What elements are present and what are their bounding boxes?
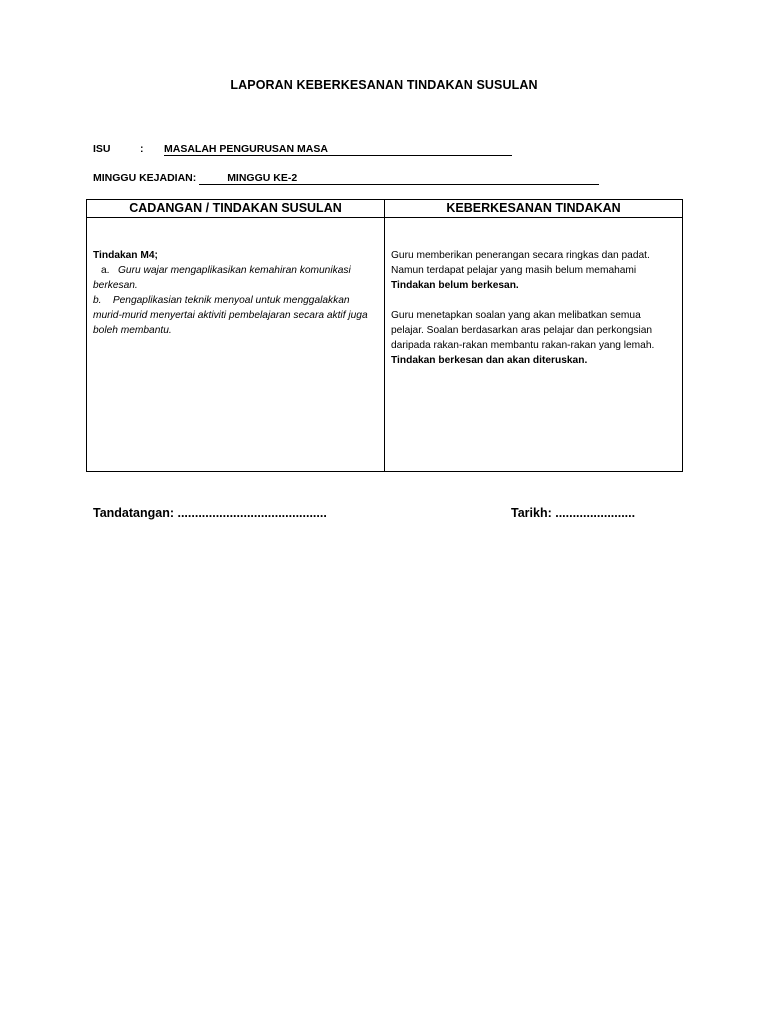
minggu-value: MINGGU KE-2 [199, 172, 599, 185]
p1-bold: Tindakan belum berkesan. [391, 280, 519, 291]
tindakan-heading: Tindakan M4; [93, 250, 158, 261]
p2-text: Guru menetapkan soalan yang akan melibatkan semua pelajar. Soalan berdasarkan aras pelajar dan perkongsian daripada rakan-rakan membantu rakan-rakan yang lemah. [391, 310, 655, 351]
paragraph-1 [391, 248, 676, 293]
isu-row [93, 143, 512, 156]
p1-text: Guru memberikan penerangan secara ringkas dan padat. Namun terdapat pelajar yang masih belum memahami [391, 250, 650, 276]
isu-value: MASALAH PENGURUSAN MASA [164, 143, 512, 156]
tarikh-field: Tarikh: ....................... [511, 506, 636, 520]
action-table [86, 199, 683, 472]
header-keberkesanan: KEBERKESANAN TINDAKAN [385, 200, 683, 218]
item-a-text: Guru wajar mengaplikasikan kemahiran komunikasi berkesan. [93, 265, 351, 291]
table-header-row [87, 200, 683, 218]
report-title: LAPORAN KEBERKESANAN TINDAKAN SUSULAN [230, 78, 538, 92]
tandatangan-field: Tandatangan: ........................................... [93, 506, 327, 520]
keberkesanan-cell [385, 218, 683, 472]
minggu-row [93, 172, 599, 185]
item-a-marker: a. [101, 265, 110, 276]
isu-label: ISU [93, 143, 111, 155]
table-body-row [87, 218, 683, 472]
item-b-marker: b. [93, 295, 102, 306]
paragraph-2 [391, 308, 676, 368]
header-cadangan: CADANGAN / TINDAKAN SUSULAN [87, 200, 385, 218]
minggu-label: MINGGU KEJADIAN: [93, 172, 197, 184]
item-b-text: Pengaplikasian teknik menyoal untuk menggalakkan murid-murid menyertai aktiviti pembelajaran secara aktif juga boleh membantu. [93, 295, 368, 336]
p2-bold: Tindakan berkesan dan akan diteruskan. [391, 355, 588, 366]
cadangan-cell [87, 218, 385, 472]
isu-colon: : [140, 143, 144, 155]
